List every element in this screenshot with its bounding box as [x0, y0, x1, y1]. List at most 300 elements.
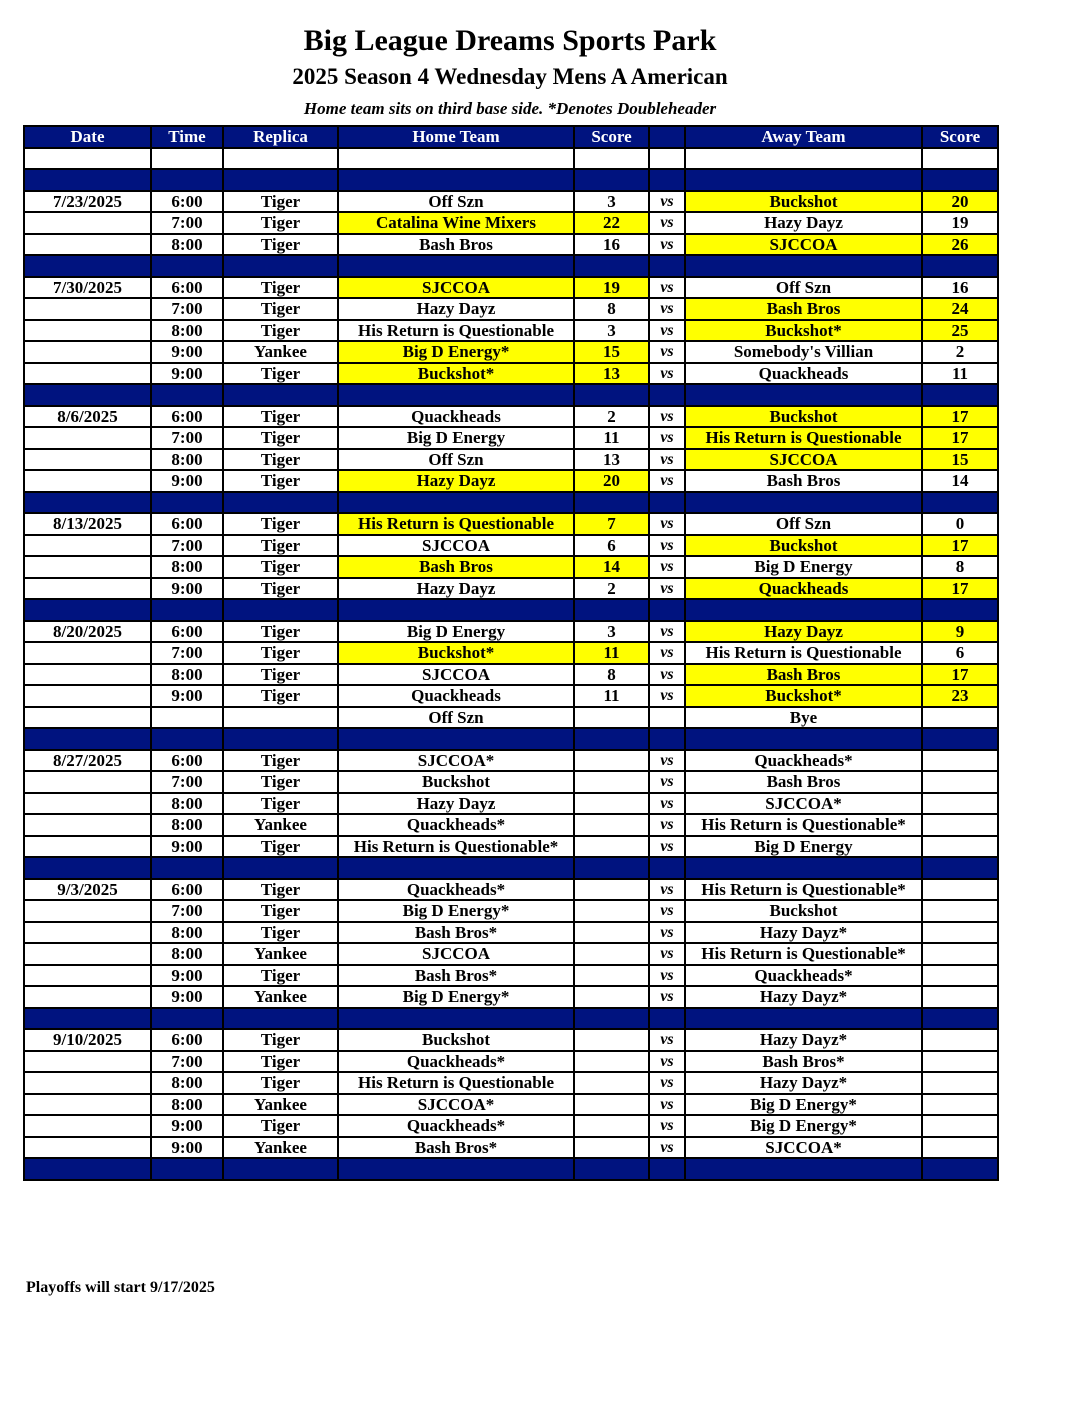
separator-cell [223, 1008, 338, 1030]
replica-cell: Tiger [223, 363, 338, 385]
home-score-cell [574, 750, 649, 772]
vs-cell: vs [649, 406, 685, 428]
away-score-cell [922, 707, 998, 729]
separator-cell [685, 492, 922, 514]
home-team-cell: Quackheads* [338, 879, 574, 901]
vs-cell: vs [649, 1051, 685, 1073]
time-cell: 6:00 [151, 513, 223, 535]
away-team-cell: Quackheads* [685, 965, 922, 987]
separator-cell [574, 492, 649, 514]
game-row [24, 556, 998, 578]
away-score-cell [922, 836, 998, 858]
separator-cell [223, 492, 338, 514]
replica-cell: Tiger [223, 191, 338, 213]
home-score-cell [574, 793, 649, 815]
home-team-cell: Buckshot [338, 771, 574, 793]
home-team-cell: Hazy Dayz [338, 578, 574, 600]
vs-cell: vs [649, 685, 685, 707]
separator-cell [151, 384, 223, 406]
vs-cell: vs [649, 341, 685, 363]
away-score-cell: 20 [922, 191, 998, 213]
time-cell: 6:00 [151, 406, 223, 428]
away-team-cell: Bye [685, 707, 922, 729]
week-separator-row [24, 492, 998, 514]
replica-cell: Tiger [223, 1051, 338, 1073]
week-separator-row [24, 169, 998, 191]
home-score-cell: 13 [574, 363, 649, 385]
separator-cell [922, 384, 998, 406]
home-team-cell: SJCCOA [338, 943, 574, 965]
home-score-cell: 11 [574, 685, 649, 707]
vs-cell: vs [649, 470, 685, 492]
date-cell: 8/27/2025 [24, 750, 151, 772]
away-score-cell: 0 [922, 513, 998, 535]
away-team-cell: Hazy Dayz [685, 212, 922, 234]
home-score-cell: 2 [574, 406, 649, 428]
away-team-cell: Somebody's Villian [685, 341, 922, 363]
vs-cell: vs [649, 1094, 685, 1116]
vs-cell: vs [649, 771, 685, 793]
date-cell [24, 965, 151, 987]
home-team-cell: SJCCOA* [338, 1094, 574, 1116]
home-team-cell: Big D Energy [338, 621, 574, 643]
replica-cell: Tiger [223, 900, 338, 922]
away-team-cell: Quackheads [685, 578, 922, 600]
replica-cell [223, 707, 338, 729]
away-team-cell: Buckshot [685, 191, 922, 213]
separator-cell [922, 857, 998, 879]
separator-cell [685, 169, 922, 191]
game-row [24, 621, 998, 643]
replica-cell: Tiger [223, 212, 338, 234]
away-score-cell: 17 [922, 427, 998, 449]
away-team-cell: Hazy Dayz* [685, 986, 922, 1008]
separator-cell [574, 728, 649, 750]
home-score-cell [574, 1029, 649, 1051]
game-row [24, 642, 998, 664]
separator-cell [338, 1158, 574, 1180]
date-cell [24, 922, 151, 944]
home-score-cell: 2 [574, 578, 649, 600]
separator-cell [649, 492, 685, 514]
away-team-cell: Off Szn [685, 513, 922, 535]
vs-cell: vs [649, 836, 685, 858]
home-score-cell: 11 [574, 642, 649, 664]
vs-cell: vs [649, 212, 685, 234]
game-row [24, 1072, 998, 1094]
blank-row [24, 148, 998, 170]
home-score-cell: 14 [574, 556, 649, 578]
time-cell: 8:00 [151, 1072, 223, 1094]
date-cell [24, 320, 151, 342]
away-team-cell: Hazy Dayz* [685, 1072, 922, 1094]
game-row [24, 234, 998, 256]
away-score-cell: 16 [922, 277, 998, 299]
separator-cell [574, 599, 649, 621]
time-cell: 6:00 [151, 621, 223, 643]
separator-cell [223, 1158, 338, 1180]
replica-cell: Tiger [223, 513, 338, 535]
away-score-cell [922, 750, 998, 772]
date-cell [24, 793, 151, 815]
home-team-cell: Off Szn [338, 449, 574, 471]
time-cell: 7:00 [151, 900, 223, 922]
game-row [24, 707, 998, 729]
away-score-cell: 19 [922, 212, 998, 234]
date-cell [24, 685, 151, 707]
game-row [24, 664, 998, 686]
col-away-team: Away Team [685, 126, 922, 148]
date-cell [24, 556, 151, 578]
game-row [24, 406, 998, 428]
vs-cell: vs [649, 750, 685, 772]
blank-cell [574, 148, 649, 170]
replica-cell: Tiger [223, 750, 338, 772]
separator-cell [685, 599, 922, 621]
time-cell: 6:00 [151, 750, 223, 772]
page-title: Big League Dreams Sports Park [303, 24, 717, 57]
separator-cell [649, 169, 685, 191]
date-cell: 8/6/2025 [24, 406, 151, 428]
home-score-cell [574, 814, 649, 836]
time-cell: 7:00 [151, 427, 223, 449]
separator-cell [223, 169, 338, 191]
away-team-cell: Buckshot [685, 535, 922, 557]
home-score-cell: 8 [574, 298, 649, 320]
vs-cell: vs [649, 449, 685, 471]
replica-cell: Yankee [223, 943, 338, 965]
vs-cell: vs [649, 965, 685, 987]
home-score-cell [574, 1137, 649, 1159]
separator-cell [685, 857, 922, 879]
time-cell: 7:00 [151, 1051, 223, 1073]
home-team-cell: Bash Bros* [338, 1137, 574, 1159]
replica-cell: Tiger [223, 535, 338, 557]
date-cell [24, 1051, 151, 1073]
separator-cell [574, 1158, 649, 1180]
date-cell [24, 900, 151, 922]
date-cell: 8/20/2025 [24, 621, 151, 643]
time-cell: 7:00 [151, 642, 223, 664]
time-cell: 8:00 [151, 234, 223, 256]
replica-cell: Tiger [223, 427, 338, 449]
replica-cell: Tiger [223, 771, 338, 793]
vs-cell: vs [649, 578, 685, 600]
vs-cell: vs [649, 900, 685, 922]
separator-cell [24, 384, 151, 406]
vs-cell: vs [649, 793, 685, 815]
away-team-cell: Hazy Dayz* [685, 1029, 922, 1051]
away-score-cell [922, 1094, 998, 1116]
date-cell: 9/3/2025 [24, 879, 151, 901]
separator-cell [223, 255, 338, 277]
vs-cell: vs [649, 191, 685, 213]
replica-cell: Yankee [223, 1137, 338, 1159]
separator-cell [338, 169, 574, 191]
home-score-cell: 3 [574, 320, 649, 342]
separator-cell [24, 492, 151, 514]
away-score-cell [922, 1137, 998, 1159]
away-team-cell: Bash Bros [685, 664, 922, 686]
date-cell [24, 707, 151, 729]
home-score-cell [574, 771, 649, 793]
away-team-cell: Big D Energy* [685, 1094, 922, 1116]
separator-cell [649, 857, 685, 879]
time-cell: 8:00 [151, 922, 223, 944]
game-row [24, 1137, 998, 1159]
date-cell [24, 1137, 151, 1159]
home-team-cell: Big D Energy* [338, 900, 574, 922]
separator-cell [574, 255, 649, 277]
separator-cell [151, 169, 223, 191]
separator-cell [24, 728, 151, 750]
separator-cell [685, 255, 922, 277]
home-team-cell: Off Szn [338, 191, 574, 213]
date-cell [24, 986, 151, 1008]
away-score-cell: 26 [922, 234, 998, 256]
home-team-cell: Buckshot* [338, 363, 574, 385]
away-score-cell: 11 [922, 363, 998, 385]
away-team-cell: Bash Bros [685, 470, 922, 492]
separator-cell [338, 384, 574, 406]
separator-cell [338, 599, 574, 621]
home-score-cell [574, 836, 649, 858]
away-score-cell [922, 965, 998, 987]
home-score-cell [574, 1072, 649, 1094]
away-score-cell [922, 986, 998, 1008]
vs-cell: vs [649, 363, 685, 385]
away-team-cell: Hazy Dayz [685, 621, 922, 643]
game-row [24, 341, 998, 363]
game-row [24, 685, 998, 707]
home-team-cell: SJCCOA [338, 277, 574, 299]
home-score-cell [574, 943, 649, 965]
away-team-cell: Buckshot* [685, 685, 922, 707]
date-cell [24, 427, 151, 449]
home-score-cell: 15 [574, 341, 649, 363]
separator-cell [24, 857, 151, 879]
replica-cell: Tiger [223, 836, 338, 858]
home-team-cell: Buckshot [338, 1029, 574, 1051]
game-row [24, 449, 998, 471]
separator-cell [685, 1008, 922, 1030]
vs-cell: vs [649, 814, 685, 836]
away-team-cell: Bash Bros [685, 298, 922, 320]
game-row [24, 922, 998, 944]
away-team-cell: Big D Energy* [685, 1115, 922, 1137]
playoffs-note: Playoffs will start 9/17/2025 [26, 1279, 215, 1296]
separator-cell [922, 255, 998, 277]
away-score-cell: 17 [922, 664, 998, 686]
separator-cell [685, 384, 922, 406]
week-separator-row [24, 1008, 998, 1030]
blank-cell [685, 148, 922, 170]
time-cell: 6:00 [151, 277, 223, 299]
replica-cell: Tiger [223, 556, 338, 578]
game-row [24, 191, 998, 213]
separator-cell [223, 857, 338, 879]
separator-cell [338, 492, 574, 514]
blank-cell [922, 148, 998, 170]
game-row [24, 535, 998, 557]
away-team-cell: Hazy Dayz* [685, 922, 922, 944]
date-cell: 9/10/2025 [24, 1029, 151, 1051]
blank-cell [338, 148, 574, 170]
away-score-cell [922, 1072, 998, 1094]
away-score-cell: 6 [922, 642, 998, 664]
home-score-cell [574, 1094, 649, 1116]
home-team-cell: Hazy Dayz [338, 793, 574, 815]
home-score-cell: 3 [574, 191, 649, 213]
blank-cell [151, 148, 223, 170]
col-away-score: Score [922, 126, 998, 148]
separator-cell [223, 384, 338, 406]
home-team-cell: Bash Bros [338, 556, 574, 578]
time-cell: 9:00 [151, 470, 223, 492]
home-team-cell: Quackheads [338, 406, 574, 428]
separator-cell [338, 857, 574, 879]
home-team-cell: His Return is Questionable [338, 1072, 574, 1094]
time-cell: 6:00 [151, 1029, 223, 1051]
separator-cell [151, 1008, 223, 1030]
time-cell: 9:00 [151, 1115, 223, 1137]
away-score-cell: 25 [922, 320, 998, 342]
time-cell: 8:00 [151, 556, 223, 578]
date-cell [24, 535, 151, 557]
col-time: Time [151, 126, 223, 148]
away-score-cell [922, 1029, 998, 1051]
date-cell [24, 363, 151, 385]
game-row [24, 771, 998, 793]
away-score-cell [922, 793, 998, 815]
home-score-cell: 11 [574, 427, 649, 449]
time-cell: 8:00 [151, 664, 223, 686]
separator-cell [338, 255, 574, 277]
home-team-cell: His Return is Questionable* [338, 836, 574, 858]
away-score-cell: 9 [922, 621, 998, 643]
vs-cell: vs [649, 879, 685, 901]
replica-cell: Tiger [223, 406, 338, 428]
home-team-cell: Big D Energy* [338, 341, 574, 363]
time-cell: 8:00 [151, 814, 223, 836]
home-team-cell: SJCCOA [338, 664, 574, 686]
home-team-cell: Buckshot* [338, 642, 574, 664]
away-score-cell [922, 943, 998, 965]
separator-cell [574, 169, 649, 191]
page-subtitle: 2025 Season 4 Wednesday Mens A American [292, 64, 728, 89]
replica-cell: Tiger [223, 1072, 338, 1094]
separator-cell [151, 728, 223, 750]
vs-cell: vs [649, 556, 685, 578]
away-team-cell: His Return is Questionable* [685, 879, 922, 901]
time-cell: 8:00 [151, 1094, 223, 1116]
replica-cell: Tiger [223, 621, 338, 643]
separator-cell [649, 384, 685, 406]
replica-cell: Tiger [223, 664, 338, 686]
vs-cell: vs [649, 922, 685, 944]
date-cell [24, 449, 151, 471]
home-team-cell: His Return is Questionable [338, 320, 574, 342]
separator-cell [223, 728, 338, 750]
time-cell: 8:00 [151, 943, 223, 965]
away-team-cell: Buckshot [685, 900, 922, 922]
vs-cell: vs [649, 234, 685, 256]
time-cell: 8:00 [151, 449, 223, 471]
replica-cell: Tiger [223, 320, 338, 342]
away-team-cell: SJCCOA [685, 234, 922, 256]
time-cell: 7:00 [151, 212, 223, 234]
schedule-table [23, 125, 999, 1181]
home-score-cell: 16 [574, 234, 649, 256]
schedule-body [24, 148, 998, 1180]
home-team-cell: SJCCOA [338, 535, 574, 557]
separator-cell [151, 599, 223, 621]
away-score-cell [922, 1115, 998, 1137]
time-cell: 8:00 [151, 793, 223, 815]
separator-cell [649, 255, 685, 277]
home-team-cell: Quackheads* [338, 814, 574, 836]
separator-cell [151, 255, 223, 277]
home-score-cell: 13 [574, 449, 649, 471]
time-cell: 8:00 [151, 320, 223, 342]
game-row [24, 363, 998, 385]
game-row [24, 320, 998, 342]
away-score-cell: 8 [922, 556, 998, 578]
date-cell [24, 814, 151, 836]
away-team-cell: His Return is Questionable [685, 642, 922, 664]
home-team-cell: Quackheads [338, 685, 574, 707]
col-replica: Replica [223, 126, 338, 148]
separator-cell [24, 599, 151, 621]
separator-cell [338, 1008, 574, 1030]
home-score-cell: 3 [574, 621, 649, 643]
col-home-team: Home Team [338, 126, 574, 148]
date-cell [24, 642, 151, 664]
home-score-cell: 22 [574, 212, 649, 234]
replica-cell: Tiger [223, 879, 338, 901]
separator-cell [649, 1158, 685, 1180]
separator-cell [922, 1008, 998, 1030]
separator-cell [922, 492, 998, 514]
home-team-cell: SJCCOA* [338, 750, 574, 772]
vs-cell: vs [649, 427, 685, 449]
separator-cell [922, 599, 998, 621]
date-cell [24, 298, 151, 320]
away-score-cell [922, 814, 998, 836]
time-cell: 9:00 [151, 685, 223, 707]
home-team-cell: Quackheads* [338, 1051, 574, 1073]
blank-cell [24, 148, 151, 170]
away-team-cell: Off Szn [685, 277, 922, 299]
game-row [24, 277, 998, 299]
replica-cell: Tiger [223, 922, 338, 944]
separator-cell [574, 384, 649, 406]
date-cell [24, 341, 151, 363]
week-separator-row [24, 599, 998, 621]
replica-cell: Tiger [223, 642, 338, 664]
separator-cell [685, 1158, 922, 1180]
home-score-cell: 20 [574, 470, 649, 492]
home-score-cell [574, 1115, 649, 1137]
game-row [24, 1051, 998, 1073]
replica-cell: Tiger [223, 298, 338, 320]
game-row [24, 900, 998, 922]
date-cell: 8/13/2025 [24, 513, 151, 535]
away-score-cell: 14 [922, 470, 998, 492]
game-row [24, 1029, 998, 1051]
away-team-cell: Buckshot* [685, 320, 922, 342]
col-home-score: Score [574, 126, 649, 148]
